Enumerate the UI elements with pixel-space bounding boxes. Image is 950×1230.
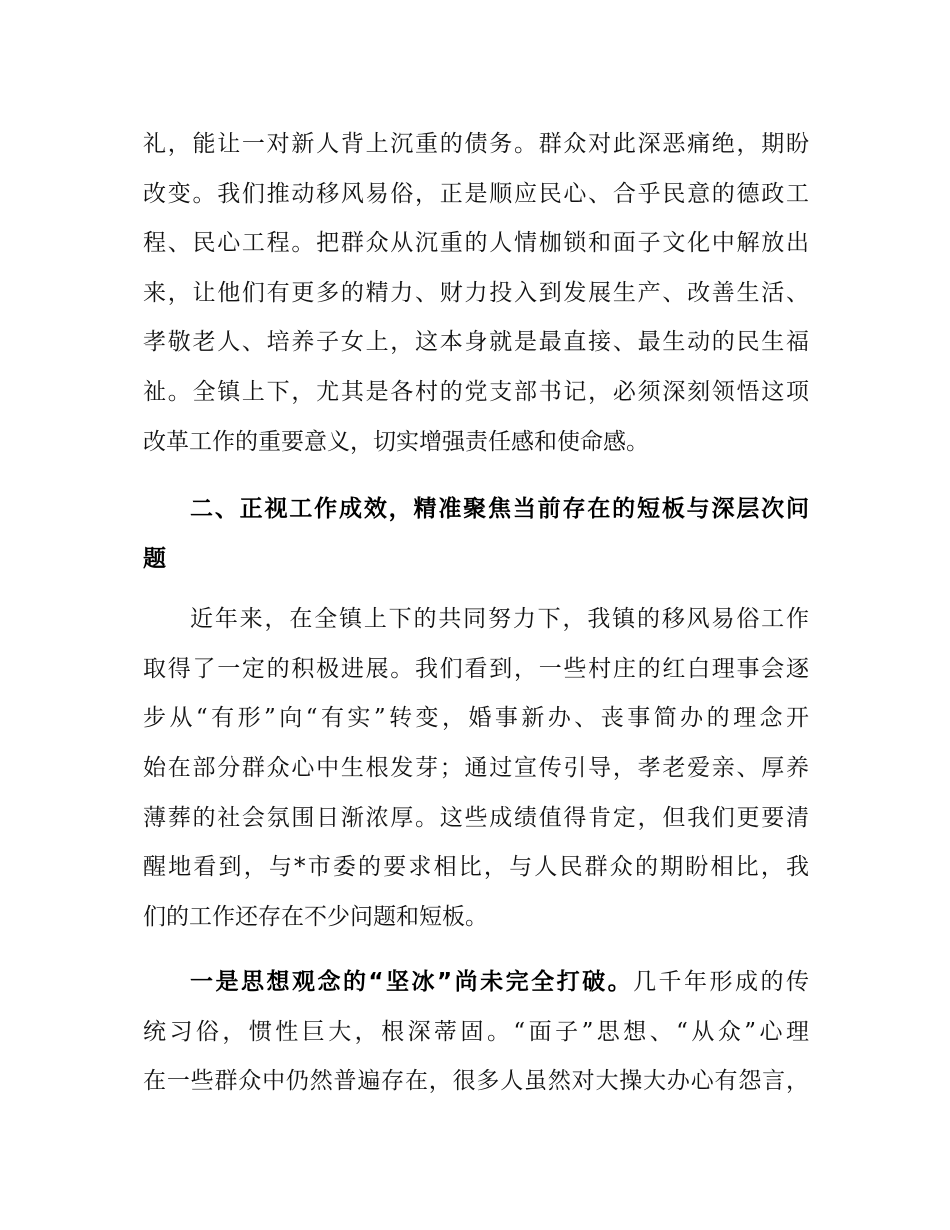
body-line: 在一些群众中仍然普遍存在，很多人虽然对大操大办心有怨言，	[143, 1068, 809, 1094]
body-line: 来，让他们有更多的精力、财力投入到发展生产、改善生活、	[143, 280, 809, 306]
body-line: 改变。我们推动移风易俗，正是顺应民心、合乎民意的德政工	[143, 181, 809, 207]
body-line: 取得了一定的积极进展。我们看到，一些村庄的红白理事会逐	[143, 656, 809, 682]
body-line: 醒地看到，与*市委的要求相比，与人民群众的期盼相比，我	[143, 854, 809, 880]
body-line-with-lead	[190, 967, 809, 997]
body-line: 统习俗，惯性巨大，根深蒂固。“面子”思想、“从众”心理	[143, 1019, 809, 1045]
body-line: 薄葬的社会氛围日渐浓厚。这些成绩值得肯定，但我们更要清	[143, 805, 809, 831]
body-line: 孝敬老人、培养子女上，这本身就是最直接、最生动的民生福	[143, 329, 809, 355]
body-line: 祉。全镇上下，尤其是各村的党支部书记，必须深刻领悟这项	[143, 379, 809, 405]
body-line: 近年来，在全镇上下的共同努力下，我镇的移风易俗工作	[190, 606, 809, 632]
body-line: 步从“有形”向“有实”转变，婚事新办、丧事简办的理念开	[143, 705, 809, 731]
section-heading-continued: 题	[143, 546, 166, 572]
body-line: 们的工作还存在不少问题和短板。	[143, 904, 488, 930]
body-text: 几千年形成的传	[633, 969, 810, 995]
body-line: 始在部分群众心中生根发芽；通过宣传引导，孝老爱亲、厚养	[143, 755, 809, 781]
body-line: 程、民心工程。把群众从沉重的人情枷锁和面子文化中解放出	[143, 230, 809, 256]
section-heading: 二、正视工作成效，精准聚焦当前存在的短板与深层次问	[190, 496, 809, 522]
body-line: 改革工作的重要意义，切实增强责任感和使命感。	[143, 429, 649, 455]
body-line: 礼，能让一对新人背上沉重的债务。群众对此深恶痛绝，期盼	[143, 131, 809, 157]
paragraph-lead-sentence: 一是思想观念的“坚冰”尚未完全打破。	[190, 969, 634, 995]
